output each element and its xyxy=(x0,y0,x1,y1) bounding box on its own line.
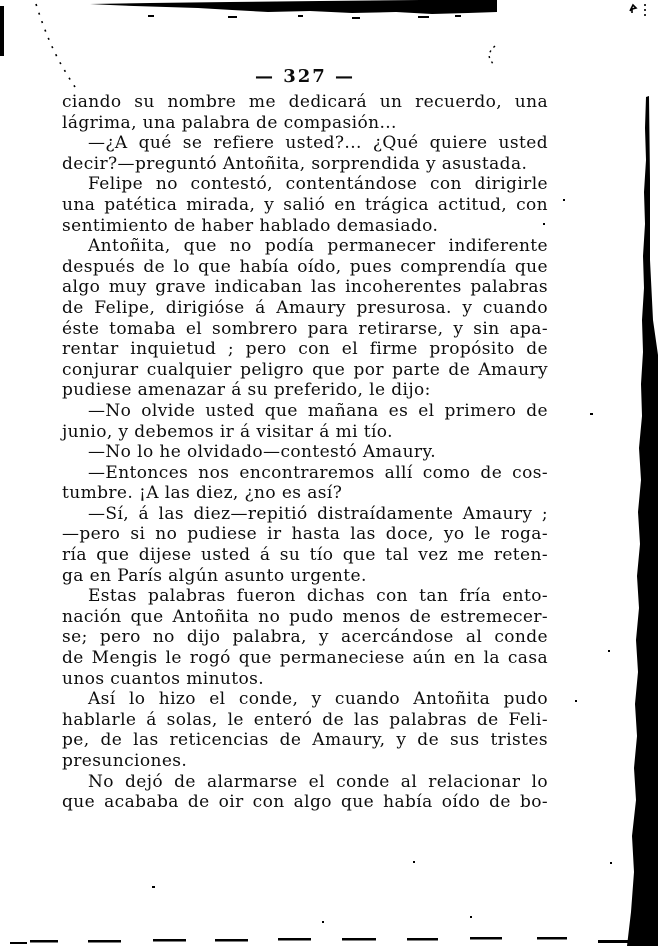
text-line: —No olvide usted que mañana es el primero de xyxy=(88,400,548,421)
text-line: que acababa de oir con algo que había oído de bo- xyxy=(62,792,548,813)
scan-artifact-curve xyxy=(489,46,495,64)
text-line: ga en París algún asunto urgente. xyxy=(62,565,367,586)
text-line: una patética mirada, y salió en trágica actitud, con xyxy=(62,194,548,215)
scan-artifact-bottom-rule xyxy=(10,937,632,944)
text-line: sentimiento de haber hablado demasiado. xyxy=(62,215,439,236)
text-line: hablarle á solas, le enteró de las palabras de Feli- xyxy=(62,709,548,730)
text-line: unos cuantos minutos. xyxy=(62,668,265,689)
text-line: tumbre. ¡A las diez, ¿no es así? xyxy=(62,483,343,504)
text-line: éste tomaba el sombrero para retirarse, y sin apa- xyxy=(62,318,548,339)
scan-artifact-corner-marks xyxy=(630,4,645,16)
text-line: de Felipe, dirigióse á Amaury presurosa. y cuando xyxy=(62,297,548,318)
scan-artifact-left-strip xyxy=(0,6,4,56)
page-number: — 327 — xyxy=(254,66,356,87)
scan-artifact-top-band xyxy=(90,0,497,19)
text-line: rentar inquietud ; pero con el firme propósito de xyxy=(62,339,548,360)
text-line: decir?—preguntó Antoñita, sorprendida y asustada. xyxy=(62,153,528,174)
text-line: pe, de las reticencias de Amaury, y de sus tristes xyxy=(62,730,548,751)
text-line: nación que Antoñita no pudo menos de estremecer- xyxy=(62,606,548,627)
text-line: No dejó de alarmarse el conde al relacionar lo xyxy=(88,771,548,792)
text-line: —Sí, á las diez—repitió distraídamente Amaury ; xyxy=(88,503,548,524)
text-line: —¿A qué se refiere usted?... ¿Qué quiere usted xyxy=(88,133,548,154)
text-line: —No lo he olvidado—contestó Amaury. xyxy=(88,442,436,463)
text-line: presunciones. xyxy=(62,751,188,771)
text-line: ciando su nombre me dedicará un recuerdo, una xyxy=(62,92,548,112)
text-line: algo muy grave indicaban las incoherentes palabras xyxy=(62,277,548,298)
text-line: pudiese amenazar á su preferido, le dijo: xyxy=(62,380,431,401)
text-line: —pero si no pudiese ir hasta las doce, yo le roga- xyxy=(62,524,548,545)
text-line: conjurar cualquier peligro que por parte de Amaury xyxy=(62,359,548,380)
scan-artifact-right-band xyxy=(627,96,658,946)
text-line: ría que dijese usted á su tío que tal vez me reten- xyxy=(62,545,548,566)
text-line: de Mengis le rogó que permaneciese aún en la casa xyxy=(62,648,548,669)
text-line: Felipe no contestó, contentándose con dirigirle xyxy=(88,174,548,195)
text-line: después de lo que había oído, pues comprendía que xyxy=(62,256,548,277)
text-line: junio, y debemos ir á visitar á mi tío. xyxy=(62,421,393,442)
text-line: se; pero no dijo palabra, y acercándose al conde xyxy=(62,627,548,648)
text-line: —Entonces nos encontraremos allí como de cos- xyxy=(88,462,548,483)
text-line: Estas palabras fueron dichas con tan fría ento- xyxy=(88,586,548,607)
page-text xyxy=(62,92,548,813)
text-line: lágrima, una palabra de compasión... xyxy=(62,112,397,133)
text-line: Así lo hizo el conde, y cuando Antoñita pudo xyxy=(88,689,548,710)
text-line: Antoñita, que no podía permanecer indiferente xyxy=(88,236,548,257)
